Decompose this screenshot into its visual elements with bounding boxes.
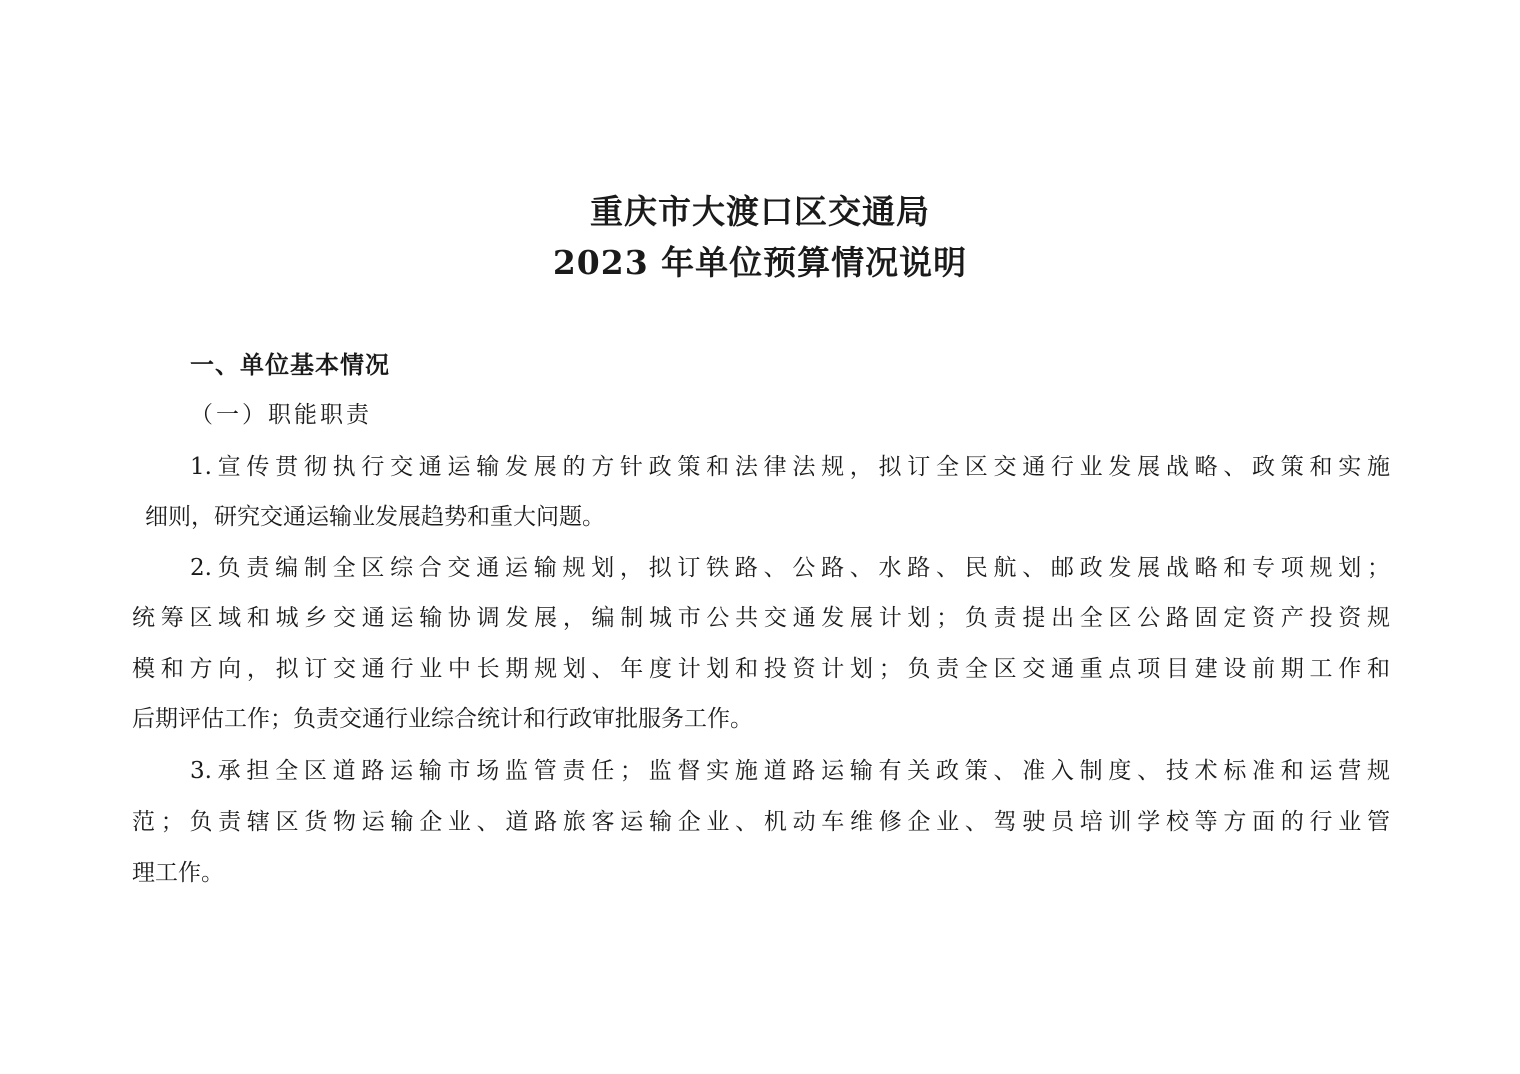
document-title-line1: 重庆市大渡口区交通局 xyxy=(590,192,930,231)
document-title-line2: 2023 年单位预算情况说明 xyxy=(552,243,968,282)
paragraph-2-line-1: 2.负责编制全区综合交通运输规划，拟订铁路、公路、水路、民航、邮政发展战略和专项规划； xyxy=(190,555,1390,581)
paragraph-3-line-2: 范；负责辖区货物运输企业、道路旅客运输企业、机动车维修企业、驾驶员培训学校等方面的行业管 xyxy=(132,809,1390,835)
paragraph-1-line-2: 细则，研究交通运输业发展趋势和重大问题。 xyxy=(145,504,605,530)
paragraph-2-line-3: 模和方向，拟订交通行业中长期规划、年度计划和投资计划；负责全区交通重点项目建设前期工作和 xyxy=(132,656,1390,682)
paragraph-2-line-4: 后期评估工作；负责交通行业综合统计和行政审批服务工作。 xyxy=(132,706,753,732)
subsection-heading: （一）职能职责 xyxy=(190,402,372,428)
paragraph-2-line-2: 统筹区域和城乡交通运输协调发展，编制城市公共交通发展计划；负责提出全区公路固定资产投资规 xyxy=(132,605,1390,631)
section-heading: 一、单位基本情况 xyxy=(190,351,390,379)
paragraph-1-line-1: 1.宣传贯彻执行交通运输发展的方针政策和法律法规，拟订全区交通行业发展战略、政策和实施 xyxy=(190,454,1390,480)
paragraph-3-line-3: 理工作。 xyxy=(132,860,224,886)
paragraph-3-line-1: 3.承担全区道路运输市场监管责任；监督实施道路运输有关政策、准入制度、技术标准和运营规 xyxy=(190,758,1390,784)
